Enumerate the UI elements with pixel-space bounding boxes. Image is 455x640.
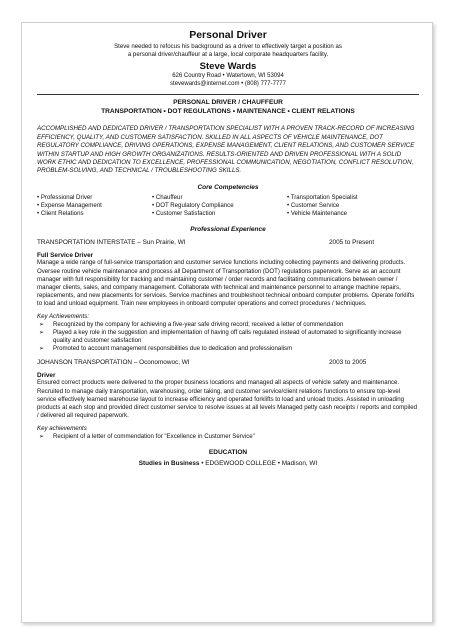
achievement-item: [37, 329, 419, 345]
target-roles: [37, 99, 419, 116]
intro-line: a personal driver/chauffeur at a large, local corporate headquarters facility.: [127, 51, 329, 59]
competency-item: • Client Relations: [37, 210, 84, 218]
achievement-text: Played a key role in the suggestion and implementation of having off calls regulated instead of automated to significantly increase quality and customer satisfaction: [53, 328, 402, 345]
achievement-text: Recognized by the company for achieving a five-year safe driving record; received a letter of commendation: [53, 320, 344, 328]
competency-item: • Customer Service: [287, 202, 340, 210]
competencies-list: [37, 194, 419, 219]
competency-item: • Expense Management: [37, 202, 102, 210]
competency-item: • Vehicle Maintenance: [287, 210, 348, 218]
key-achievements-label: Key achievements: [37, 424, 87, 432]
education-entry: [37, 460, 419, 467]
job-dates: 2003 to 2005: [329, 359, 367, 367]
achievement-text: Recipient of a letter of commendation for "Excellence in Customer Service": [53, 432, 255, 440]
contact-line: stevewards@internet.com • (808) 777-7777: [170, 81, 286, 88]
achievement-item: [37, 433, 419, 441]
job-description: Manage a wide range of full-service transportation and customer service functions including collecting payments and delivering products.: [37, 259, 406, 267]
job-header: [37, 239, 419, 246]
resume-page: [21, 22, 433, 623]
address-line: 626 Country Road • Watertown, WI 53094: [172, 73, 284, 80]
profile-summary: ACCOMPLISHED AND DEDICATED DRIVER / TRANSPORTATION SPECIALIST WITH A PROVEN TRACK-RECORD OF INCREASING EFFICIENCY, QUALITY, AND CUSTOMER SATISFACTION. SKILLED IN ALL ASPECTS OF VEHICLE MAINTENANCE, DOT REGULATORY COMPLIANCE, DRIVING OPERATIONS, EXPENSE MANAGEMENT, CLIENT RELATIONS, AND CUSTOMER SERVICE WITHIN STARTUP AND HIGH GROWTH ORGANIZATIONS. RESULTS-ORIENTED AND DRIVEN PROFESSIONAL WITH A SOLID WORK ETHIC AND DEDICATION TO EXCELLENCE, PROFESSIONAL COMMUNICATION, NEGOTIATION, CONFLICT RESOLUTION, PROBLEM-SOLVING, AND TECHNICAL / TROUBLESHOOTING SKILLS.: [37, 125, 415, 175]
job-company: JOHANSON TRANSPORTATION – Oconomowoc, WI: [37, 359, 190, 367]
job-entry: [37, 239, 419, 353]
achievements-list: [37, 433, 419, 441]
role-line: TRANSPORTATION • DOT REGULATIONS • MAINTENANCE • CLIENT RELATIONS: [101, 107, 355, 115]
achievements-list: [37, 321, 419, 354]
competencies-heading: Core Competencies: [197, 183, 259, 191]
job-title: Full Service Driver: [37, 252, 94, 260]
education-degree: Studies in Business: [138, 459, 200, 467]
job-description: Recruited to manage daily transportation, warehousing, order taking, and customer service/client relations functions to ensure top-level service effectively learned warehouse layout to increase efficiency and operated forklifts to load and unload trucks. Assisted in unloading products at each stop and provided direct customer service to resolve issues at all levels Managed petty cash receipts / reports and compiled / delivered all required paperwork.: [37, 387, 418, 420]
competency-column: [152, 194, 287, 219]
achievement-text: Promoted to account management responsibilities due to dedication and professionalism: [53, 345, 293, 353]
arrow-bullet-icon: ➢: [39, 346, 45, 353]
competency-item: • Transportation Specialist: [287, 193, 358, 201]
competency-item: • Chauffeur: [152, 193, 183, 201]
experience-heading: Professional Experience: [190, 226, 266, 234]
competency-item: • Customer Satisfaction: [152, 210, 216, 218]
key-achievements-label: Key Achievements:: [37, 312, 89, 320]
job-dates: 2005 to Present: [329, 239, 375, 247]
page-title: Personal Driver: [189, 29, 267, 41]
education-heading: EDUCATION: [208, 448, 248, 456]
candidate-name: Steve Wards: [199, 61, 257, 73]
job-description: Oversee routine vehicle maintenance and process all Department of Transportation (DOT) regulations paperwork. Serve as an account manager with full responsibility for tracking and maintaining customer / order records and facilitating communications between owner / manager clients, sales, and company management. Collaborate with technical and maintenance personnel to arrange machine repairs, replacements, and new placements for services. Service machines and troubleshoot technical onboard computer problems. Operate forklifts to load and unload equipment. Train new employees in onboard computer operations and correct procedures / techniques.: [37, 267, 415, 308]
competency-column: [287, 194, 419, 219]
arrow-bullet-icon: ➢: [39, 433, 45, 440]
intro-line: Steve needed to refocus his background as a driver to effectively target a position as: [114, 43, 342, 50]
role-line: PERSONAL DRIVER / CHAUFFEUR: [173, 99, 283, 107]
job-title: Driver: [37, 372, 56, 380]
arrow-bullet-icon: ➢: [39, 329, 45, 336]
achievement-item: [37, 345, 419, 353]
job-company: TRANSPORTATION INTERSTATE – Sun Prairie, WI: [37, 239, 186, 247]
job-description: Ensured correct products were delivered to the proper business locations and managed all aspects of vehicle safety and maintenance.: [37, 379, 400, 387]
arrow-bullet-icon: ➢: [39, 321, 45, 328]
header-divider: [37, 94, 419, 95]
job-entry: [37, 359, 419, 440]
achievement-item: [37, 321, 419, 329]
job-header: [37, 359, 419, 366]
intro-text: [37, 43, 419, 59]
competency-item: • DOT Regulatory Compliance: [152, 202, 234, 210]
competency-item: • Professional Driver: [37, 193, 93, 201]
resume-content: [37, 29, 419, 467]
competency-column: [37, 194, 152, 219]
education-school: • EDGEWOOD COLLEGE • Madison, WI: [199, 459, 318, 467]
resume-header: [37, 29, 419, 88]
